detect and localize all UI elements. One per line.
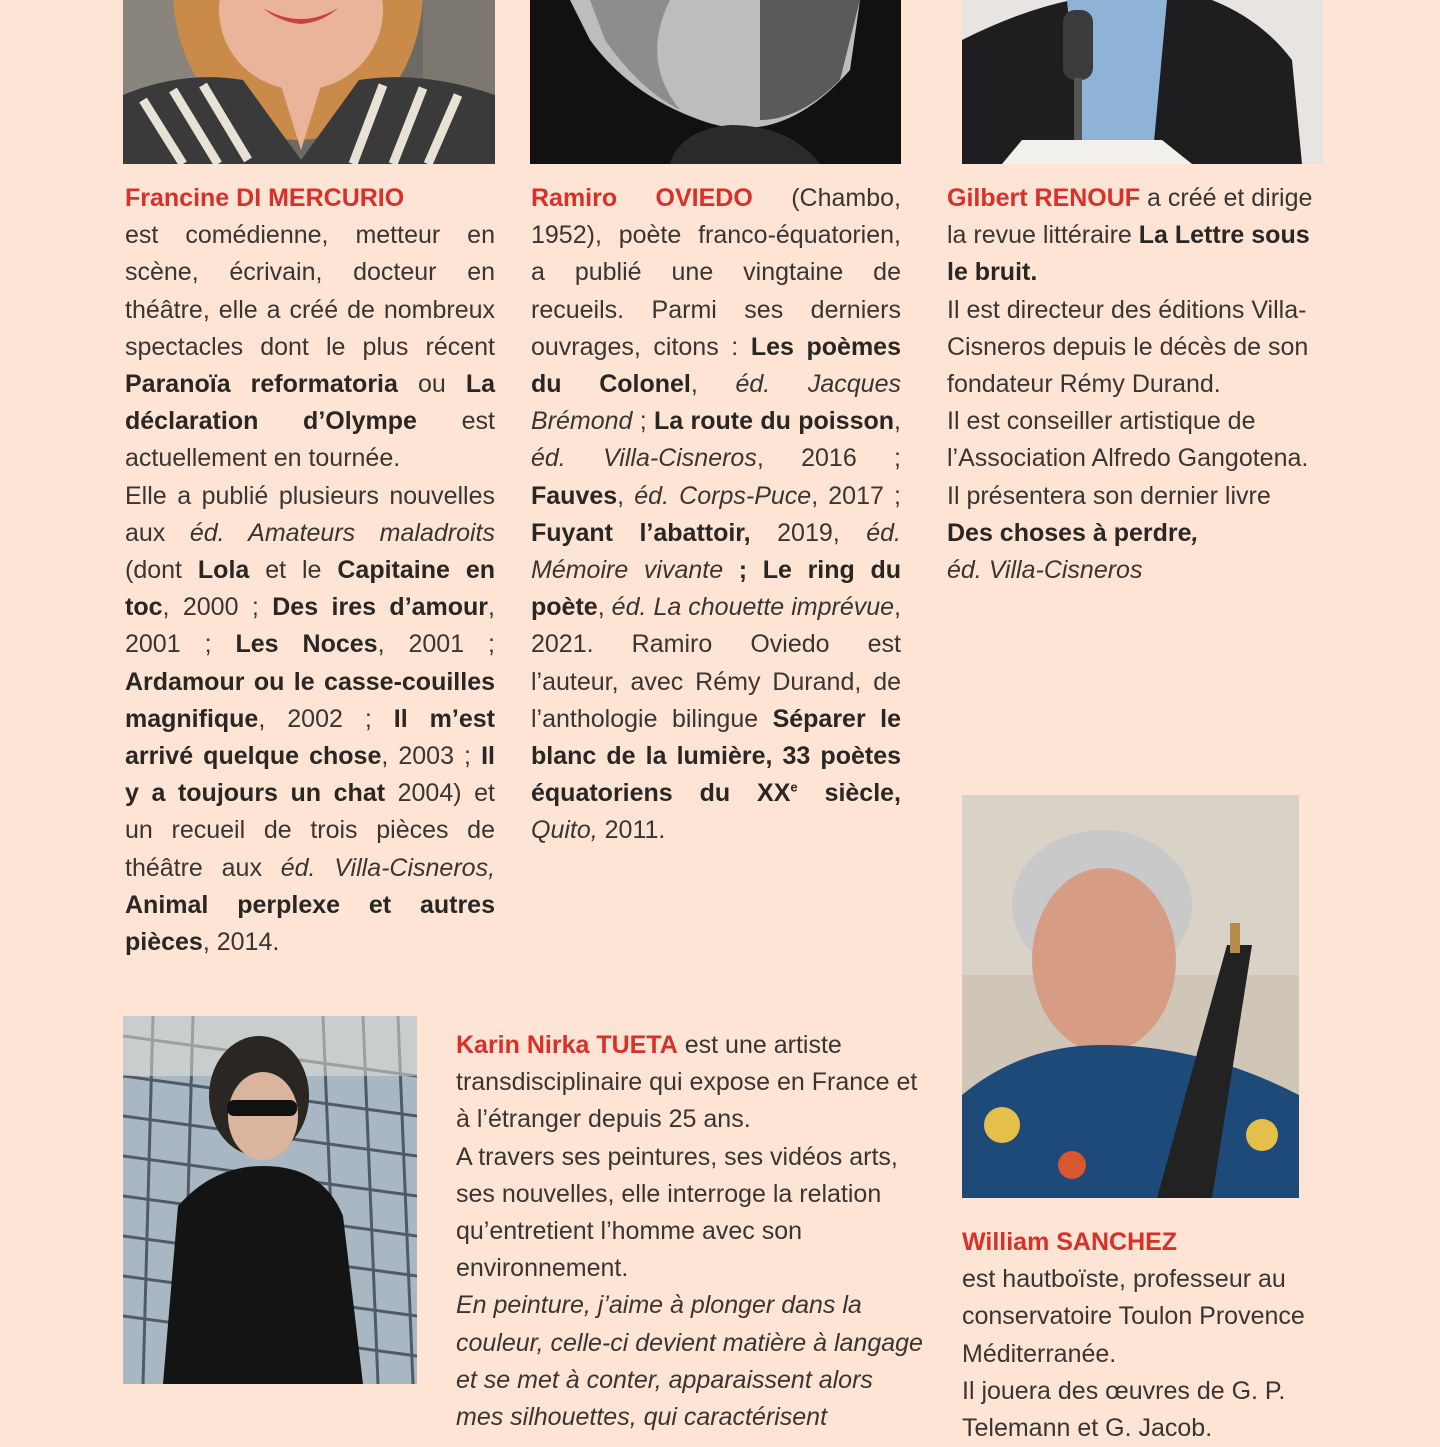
publisher: éd. Villa-Cisneros bbox=[531, 444, 757, 473]
publisher: éd. La chouette imprévue bbox=[611, 593, 895, 622]
text: (Chambo, 1952), poète franco-équatorien, a publié une vingtaine de recueils. Parmi ses derniers ouvrages, citons : bbox=[531, 184, 901, 361]
bio-gilbert-p2: Il est directeur des éditions Villa-Cisneros depuis le décès de son fondateur Rémy Durand. bbox=[947, 295, 1309, 399]
text: , 2001 ; bbox=[377, 630, 495, 659]
work-title: Il m’est arrivé quelque chose bbox=[125, 704, 495, 771]
text: , 2003 ; bbox=[381, 742, 482, 771]
bio-francine-p2 bbox=[125, 478, 495, 962]
publisher: éd. Corps-Puce bbox=[634, 481, 812, 510]
text: est comédienne, metteur en scène, écrivain, docteur en théâtre, elle a créé de nombreux spectacles dont le plus récent bbox=[125, 221, 495, 361]
publisher: éd. Mémoire vivante bbox=[531, 518, 901, 585]
work-title: ; Le ring du poète bbox=[531, 556, 901, 622]
name-karin: Karin Nirka TUETA bbox=[456, 1031, 678, 1059]
work-title: Fuyant l’abattoir, bbox=[531, 518, 751, 547]
text: 2011. bbox=[597, 816, 666, 845]
bio-william-p2: Il jouera des œuvres de G. P. Telemann et G. Jacob. bbox=[962, 1376, 1286, 1443]
work-title: Séparer le blanc de la lumière, 33 poètes équatoriens du XX bbox=[531, 704, 901, 808]
text: , bbox=[617, 481, 635, 510]
name-william: William SANCHEZ bbox=[962, 1228, 1178, 1256]
work-title: Capitaine en toc bbox=[125, 556, 495, 622]
name-ramiro: Ramiro OVIEDO bbox=[531, 184, 753, 212]
work-title: Paranoïa reformatoria bbox=[125, 370, 398, 399]
publisher: éd. Villa-Cisneros bbox=[947, 556, 1143, 585]
bio-william-p1 bbox=[962, 1224, 1312, 1373]
bio-karin-p2: A travers ses peintures, ses vidéos arts, ses nouvelles, elle interroge la relation qu’entretient l’homme avec son environnement. bbox=[456, 1142, 898, 1283]
text: , bbox=[894, 407, 901, 436]
quote: En peinture, j’aime à plonger dans la couleur, celle-ci devient matière à langage et se met à conter, apparaissent alors mes silhouettes, qui caractérisent bbox=[456, 1291, 923, 1432]
superscript: e bbox=[790, 779, 798, 795]
bio-gilbert-p1 bbox=[947, 180, 1317, 292]
bio-gilbert bbox=[947, 180, 1317, 589]
work-title: La Lettre sous le bruit. bbox=[947, 221, 1310, 287]
work-title: Des choses à perdre bbox=[947, 518, 1192, 547]
photo-gilbert bbox=[962, 0, 1323, 164]
text: est hautboïste, professeur au conservatoire Toulon Provence Méditerranée. bbox=[962, 1265, 1305, 1368]
text: 2004) et un recueil de trois pièces de théâtre aux bbox=[125, 779, 495, 882]
photo-william bbox=[962, 795, 1299, 1198]
text: a créé et dirige la revue littéraire bbox=[947, 184, 1313, 250]
bio-karin-p3 bbox=[456, 1287, 926, 1436]
text: , 2017 ; bbox=[811, 481, 901, 510]
text: , bbox=[597, 593, 612, 622]
text: est actuellement en tournée. bbox=[125, 407, 495, 473]
publisher: éd. Amateurs maladroits bbox=[189, 518, 495, 547]
work-title: Fauves bbox=[531, 481, 618, 510]
text: ou bbox=[397, 370, 466, 399]
bio-gilbert-p3: Il est conseiller artistique de l’Association Alfredo Gangotena. bbox=[947, 407, 1309, 473]
work-title: Animal perplexe et autres pièces bbox=[125, 890, 495, 957]
text: et le bbox=[249, 556, 338, 585]
text: , 2014. bbox=[202, 928, 280, 957]
bio-karin-p1 bbox=[456, 1027, 926, 1139]
text: ; bbox=[632, 407, 655, 436]
work-title: Des ires d’amour bbox=[272, 593, 489, 622]
text: , 2001 ; bbox=[125, 593, 495, 659]
photo-francine bbox=[123, 0, 495, 164]
work-title: Lola bbox=[197, 556, 250, 585]
name-gilbert: Gilbert RENOUF bbox=[947, 184, 1141, 212]
place: Quito, bbox=[531, 816, 598, 845]
work-title: siècle, bbox=[797, 779, 901, 808]
comma: , bbox=[1191, 518, 1199, 547]
bio-francine bbox=[125, 180, 495, 961]
publisher: éd. Villa-Cisneros, bbox=[280, 853, 496, 882]
work-title: La déclaration d’Olympe bbox=[125, 370, 495, 436]
bio-ramiro-p1 bbox=[531, 180, 901, 850]
work-title: Les poèmes du Colonel bbox=[531, 332, 901, 399]
work-title: Il y a toujours un chat bbox=[125, 742, 495, 808]
text: 2019, bbox=[750, 518, 867, 547]
text: , 2002 ; bbox=[258, 704, 394, 733]
photo-karin bbox=[123, 1016, 417, 1384]
text: , 2016 ; bbox=[756, 444, 901, 473]
bio-william bbox=[962, 1224, 1312, 1447]
text: , 2021. Ramiro Oviedo est l’auteur, avec Rémy Durand, de l’anthologie bilingue bbox=[531, 593, 901, 733]
text: (dont bbox=[125, 556, 198, 585]
work-title: Les Noces bbox=[235, 630, 378, 659]
photo-ramiro bbox=[530, 0, 901, 164]
text: Il présentera son dernier livre bbox=[947, 481, 1271, 510]
text: est une artiste transdisciplinaire qui expose en France et à l’étranger depuis 25 ans. bbox=[456, 1031, 918, 1134]
publisher: éd. Jacques Brémond bbox=[531, 370, 901, 436]
bio-francine-p1 bbox=[125, 180, 495, 478]
work-title: La route du poisson bbox=[654, 407, 895, 436]
bio-gilbert-p4 bbox=[947, 478, 1317, 590]
name-francine: Francine DI MERCURIO bbox=[125, 184, 405, 212]
bio-karin bbox=[456, 1027, 926, 1436]
work-title: Ardamour ou le casse-couilles magnifique bbox=[125, 667, 495, 733]
text: , bbox=[690, 370, 736, 399]
text: Elle a publié plusieurs nouvelles aux bbox=[125, 481, 495, 547]
text: , 2000 ; bbox=[162, 593, 273, 622]
bio-ramiro bbox=[531, 180, 901, 850]
